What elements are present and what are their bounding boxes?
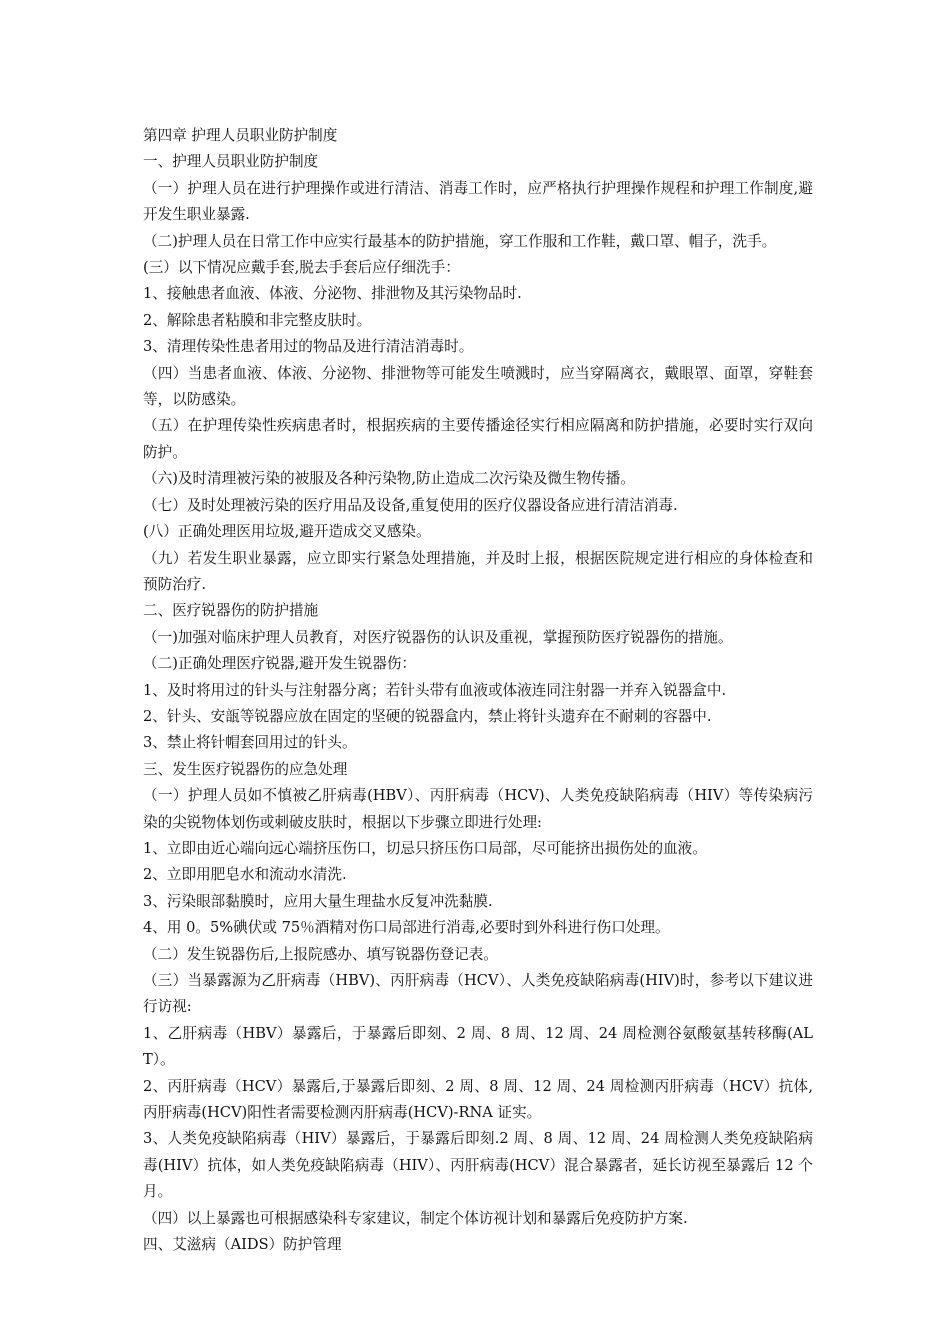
list-item: 3、污染眼部黏膜时，应用大量生理盐水反复冲洗黏膜. <box>143 892 493 910</box>
paragraph: （七）及时处理被污染的医疗用品及设备,重复使用的医疗仪器设备应进行清洁消毒. <box>143 496 678 514</box>
paragraph: （四）当患者血液、体液、分泌物、排泄物等可能发生喷溅时，应当穿隔离衣，戴眼罩、面罩，穿鞋套等，以防感染。 <box>143 364 813 409</box>
paragraph: （一）护理人员如不慎被乙肝病毒(HBV）、丙肝病毒（HCV)、人类免疫缺陷病毒（HIV）等传染病污染的尖锐物体划伤或刺破皮肤时，根据以下步骤立即进行处理: <box>143 787 813 831</box>
document-title: 第四章 护理人员职业防护制度 <box>143 127 338 144</box>
paragraph: （一)加强对临床护理人员教育，对医疗锐器伤的认识及重视，掌握预防医疗锐器伤的措施。 <box>143 628 733 646</box>
paragraph: （四）以上暴露也可根据感染科专家建议，制定个体访视计划和暴露后免疫防护方案. <box>143 1209 688 1227</box>
list-item: 3、禁止将针帽套回用过的针头。 <box>143 734 357 752</box>
list-item: 1、接触患者血液、体液、分泌物、排泄物及其污染物品时. <box>143 285 522 303</box>
list-item: 2、丙肝病毒（HCV）暴露后,于暴露后即刻、2 周、8 周、12 周、24 周检测丙肝病毒（HCV）抗体,丙肝病毒(HCV)阳性者需要检测丙肝病毒(HCV)-RNA 证实。 <box>143 1077 813 1122</box>
list-item: 1、立即由近心端向远心端挤压伤口，切忌只挤压伤口局部，尽可能挤出损伤处的血液。 <box>143 839 707 857</box>
paragraph: （五）在护理传染性疾病患者时，根据疾病的主要传播途径实行相应隔离和防护措施，必要时实行双向防护。 <box>143 417 813 461</box>
list-item: 3、人类免疫缺陷病毒（HIV）暴露后，于暴露后即刻.2 周、8 周、12 周、24 周检测人类免疫缺陷病毒(HIV）抗体，如人类免疫缺陷病毒（HIV）、丙肝病毒(HCV）混合暴露者，延长访视至暴露后 12 个月。 <box>143 1130 813 1201</box>
paragraph: (八）正确处理医用垃圾,避开造成交叉感染。 <box>143 523 431 541</box>
paragraph: （六)及时清理被污染的被服及各种污染物,防止造成二次污染及微生物传播。 <box>143 470 635 488</box>
paragraph: （二)正确处理医疗锐器,避开发生锐器伤： <box>143 655 417 673</box>
paragraph: （一）护理人员在进行护理操作或进行清洁、消毒工作时，应严格执行护理操作规程和护理工作制度,避开发生职业暴露. <box>143 179 813 224</box>
section-heading: 三、发生医疗锐器伤的应急处理 <box>143 760 348 778</box>
paragraph: （三）当暴露源为乙肝病毒（HBV)、丙肝病毒（HCV）、人类免疫缺陷病毒(HIV)时，参考以下建议进行访视: <box>143 972 813 1016</box>
list-item: 1、及时将用过的针头与注射器分离；若针头带有血液或体液连同注射器一并弃入锐器盒中. <box>143 681 727 699</box>
list-item: 3、清理传染性患者用过的物品及进行清洁消毒时。 <box>143 338 474 356</box>
section-heading: 二、医疗锐器伤的防护措施 <box>143 602 319 620</box>
list-item: 2、解除患者粘膜和非完整皮肤时。 <box>143 311 372 329</box>
list-item: 1、乙肝病毒（HBV）暴露后，于暴露后即刻、2 周、8 周、12 周、24 周检测谷氨酸氨基转移酶(ALT）。 <box>143 1024 813 1069</box>
section-heading: 四、艾滋病（AIDS）防护管理 <box>143 1236 342 1254</box>
list-item: 4、用 0。5%碘伏或 75％酒精对伤口局部进行消毒,必要时到外科进行伤口处理。 <box>143 919 670 937</box>
paragraph: （二）发生锐器伤后,上报院感办、填写锐器伤登记表。 <box>143 945 498 963</box>
document-page <box>143 123 813 1258</box>
list-item: 2、立即用肥皂水和流动水清洗. <box>143 866 347 884</box>
paragraph: （九）若发生职业暴露，应立即实行紧急处理措施，并及时上报，根据医院规定进行相应的身体检查和预防治疗. <box>143 549 813 593</box>
paragraph: （二)护理人员在日常工作中应实行最基本的防护措施，穿工作服和工作鞋，戴口罩、帽子，洗手。 <box>143 232 777 250</box>
section-heading: 一、护理人员职业防护制度 <box>143 153 319 171</box>
list-item: 2、针头、安瓿等锐器应放在固定的坚硬的锐器盒内，禁止将针头遗弃在不耐刺的容器中. <box>143 707 712 725</box>
paragraph: (三）以下情况应戴手套,脱去手套后应仔细洗手： <box>143 259 460 277</box>
